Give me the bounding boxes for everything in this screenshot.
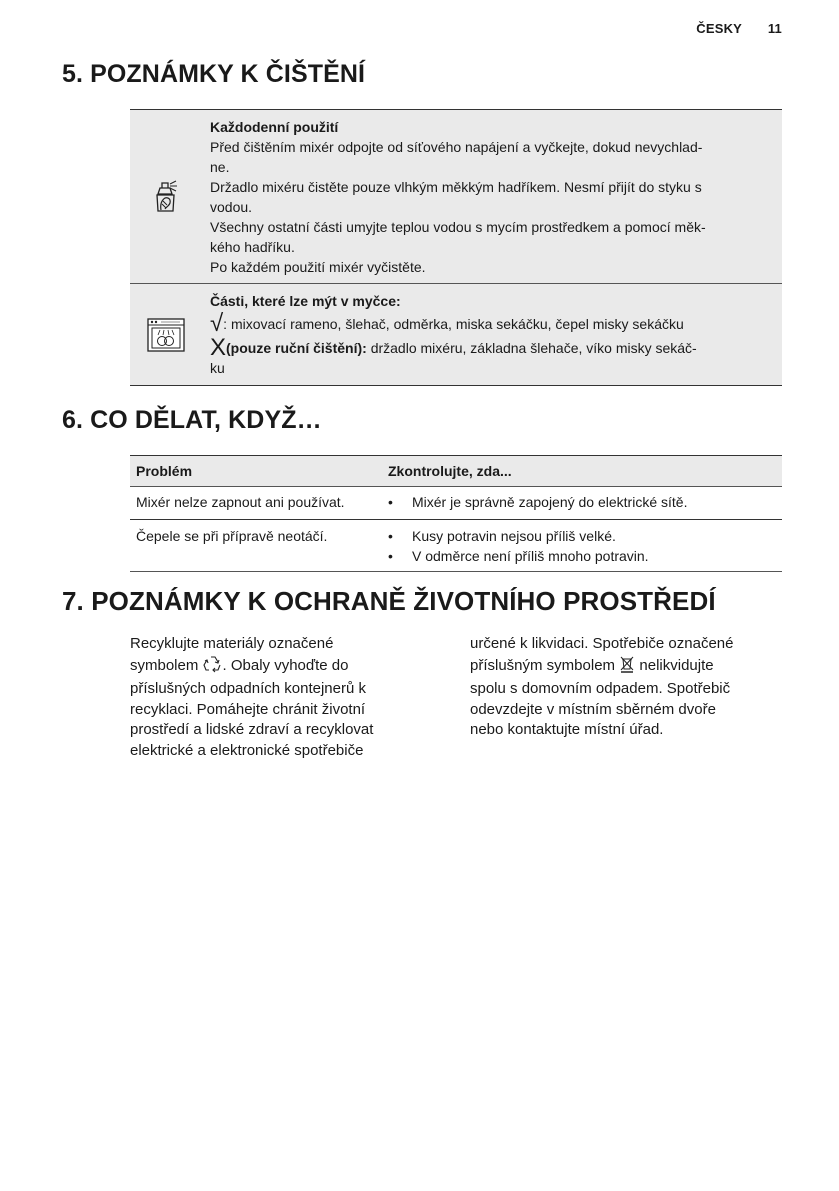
column-header-problem: Problém	[130, 456, 382, 487]
check-item: • Mixér je správně zapojený do elektrické sítě.	[388, 492, 776, 512]
daily-use-line: Před čištěním mixér odpojte od síťového napájení a vyčkejte, dokud nevychlad-	[210, 139, 703, 155]
dishwasher-safe-parts: : mixovací rameno, šlehač, odměrka, miska sekáčku, čepel misky sekáčku	[223, 316, 684, 332]
language-label: ČESKY	[696, 21, 743, 36]
troubleshooting-table	[130, 455, 782, 572]
daily-use-line: kého hadříku.	[210, 239, 295, 255]
problem-cell: Čepele se při přípravě neotáčí.	[130, 520, 382, 572]
hand-wash-parts: držadlo mixéru, základna šlehače, víko misky sekáč-	[366, 340, 697, 356]
daily-use-title: Každodenní použití	[210, 119, 339, 135]
cleaning-hand-icon	[130, 110, 202, 283]
hand-wash-parts-cont: ku	[210, 360, 225, 376]
page-number: 11	[767, 21, 782, 36]
table-row	[130, 487, 782, 520]
environment-text-right: určené k likvidaci. Spotřebiče označené příslušným symbolem nelikvidujte spolu s domovním odpadem. Spotřebič odevzdejte v místním sběrném dvoře nebo kontaktujte místní úřad.	[470, 635, 734, 738]
daily-use-line: Po každém použití mixér vyčistěte.	[210, 259, 426, 275]
dishwasher-row	[130, 284, 782, 386]
check-item: • Kusy potravin nejsou příliš velké.	[388, 526, 776, 546]
daily-use-line: vodou.	[210, 199, 253, 215]
recycle-icon	[203, 655, 223, 680]
environment-text-left: Recyklujte materiály označené symbolem . Obaly vyhoďte do příslušných odpadních kontejnerů k recyklaci. Pomáhejte chránit životní prostředí a lidské zdraví a recyklovat elektrické a elektronické spotřebiče	[130, 635, 374, 759]
column-header-check: Zkontrolujte, zda...	[382, 456, 782, 487]
daily-use-line: Držadlo mixéru čistěte pouze vlhkým měkkým hadříkem. Nesmí přijít do styku s	[210, 179, 702, 195]
page-header	[696, 21, 782, 36]
crossed-bin-icon	[619, 655, 635, 680]
table-row	[130, 520, 782, 572]
dishwasher-title: Části, které lze mýt v myčce:	[210, 293, 401, 309]
section-6-heading: 6. CO DĚLAT, KDYŽ…	[62, 406, 322, 434]
cleaning-table	[130, 109, 782, 386]
daily-use-line: Všechny ostatní části umyjte teplou vodou s mycím prostředkem a pomocí měk-	[210, 219, 706, 235]
hand-wash-label: (pouze ruční čištění):	[226, 340, 367, 356]
daily-use-line: ne.	[210, 159, 230, 175]
dishwasher-icon	[130, 284, 202, 385]
section-5-heading: 5. POZNÁMKY K ČIŠTĚNÍ	[62, 60, 366, 88]
check-item: • V odměrce není příliš mnoho potravin.	[388, 546, 776, 566]
section-7-heading: 7. POZNÁMKY K OCHRANĚ ŽIVOTNÍHO PROSTŘEDÍ	[62, 586, 716, 616]
problem-cell: Mixér nelze zapnout ani používat.	[130, 487, 382, 520]
check-mark: √	[210, 310, 224, 337]
table-header-row	[130, 456, 782, 487]
daily-use-row	[130, 110, 782, 284]
cross-mark: X	[210, 334, 227, 361]
